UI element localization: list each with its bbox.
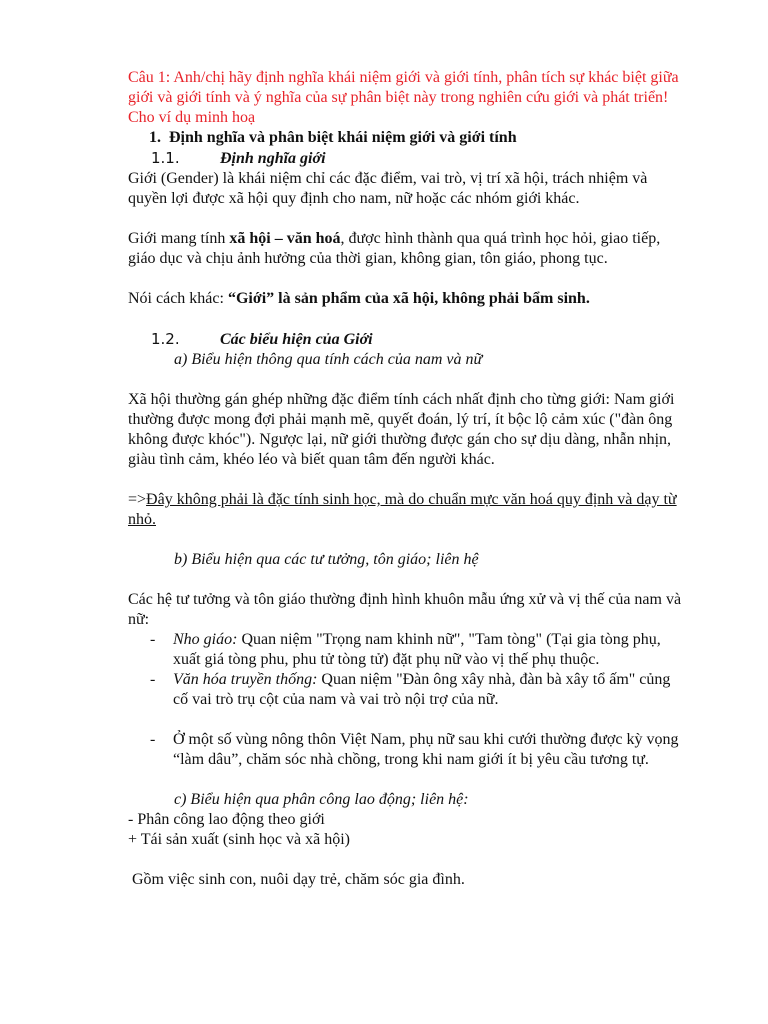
bullet-text: Quan niệm "Trọng nam khinh nữ", "Tam tòng" (Tại gia tòng phụ, xuất giá tòng phu, phu tử tòng tử) đặt phụ nữ vào vị thế phụ thuộc.	[173, 631, 661, 668]
bullet-label: Nho giáo:	[173, 631, 238, 648]
paragraph-in-other-words-before: Nói cách khác:	[128, 290, 228, 307]
paragraph-in-other-words	[128, 289, 688, 309]
question-text: Câu 1: Anh/chị hãy định nghĩa khái niệm giới và giới tính, phân tích sự khác biệt giữa giới và giới tính và ý nghĩa của sự phân biệt này trong nghiên cứu giới và phát triển! Cho ví dụ minh hoạ	[128, 69, 679, 126]
bullet-text: Quan niệm "Đàn ông xây nhà, đàn bà xây tổ ấm" củng cố vai trò trụ cột của nam và vai trò nội trợ của nữ.	[173, 671, 671, 708]
line-reproduction: + Tái sản xuất (sinh học và xã hội)	[128, 831, 351, 848]
subheading-c: c) Biểu hiện qua phân công lao động; liên hệ:	[174, 791, 469, 808]
paragraph-includes: Gồm việc sinh con, nuôi dạy trẻ, chăm sóc gia đình.	[132, 871, 465, 888]
bullet-mark: -	[150, 731, 156, 748]
bullet-list	[128, 630, 688, 770]
bullet-mark: -	[150, 631, 156, 648]
document-page	[128, 68, 688, 890]
paragraph-definition: Giới (Gender) là khái niệm chỉ các đặc điểm, vai trò, vị trí xã hội, trách nhiệm và quyền lợi được xã hội quy định cho nam, nữ hoặc các nhóm giới khác.	[128, 170, 648, 207]
paragraph-social-cultural-after: , được hình thành qua quá trình học hỏi, giao tiếp, giáo dục và chịu ảnh hưởng của thời gian, không gian, tôn giáo, phong tục.	[128, 230, 661, 267]
paragraph-social-cultural-bold: xã hội – văn hoá	[229, 230, 341, 247]
list-item	[128, 630, 688, 670]
list-item	[128, 730, 688, 770]
section-1-2-title: Các biểu hiện của Giới	[220, 331, 373, 348]
section-1-2-number: 1.2.	[151, 330, 180, 348]
subheading-b: b) Biểu hiện qua các tư tưởng, tôn giáo; liên hệ	[174, 551, 479, 568]
bullet-label: Văn hóa truyền thống:	[173, 671, 318, 688]
line-division-of-labor: - Phân công lao động theo giới	[128, 811, 325, 828]
section-1-1-number: 1.1.	[151, 149, 180, 167]
bullet-mark: -	[150, 671, 156, 688]
paragraph-in-other-words-bold: “Giới” là sản phẩm của xã hội, không phải bẩm sinh.	[227, 290, 590, 307]
section-1-2-heading	[128, 329, 688, 350]
paragraph-personality: Xã hội thường gán ghép những đặc điểm tính cách nhất định cho từng giới: Nam giới thường được mong đợi phải mạnh mẽ, quyết đoán, lý trí, ít bộc lộ cảm xúc ("đàn ông không được khóc"). Ngược lại, nữ giới thường được gán cho sự dịu dàng, nhẫn nhịn, giàu tình cảm, khéo léo và biết quan tâm đến người khác.	[128, 391, 675, 468]
section-1-title: Định nghĩa và phân biệt khái niệm giới và giới tính	[169, 129, 517, 146]
paragraph-conclusion	[128, 490, 688, 530]
paragraph-conclusion-underlined: Đây không phải là đặc tính sinh học, mà do chuẩn mực văn hoá quy định và dạy từ nhỏ.	[128, 491, 677, 528]
section-1-number: 1.	[149, 129, 161, 146]
paragraph-ideologies: Các hệ tư tưởng và tôn giáo thường định hình khuôn mẫu ứng xử và vị thế của nam và nữ:	[128, 591, 682, 628]
section-1-1-heading	[128, 148, 688, 169]
paragraph-conclusion-prefix: =>	[128, 491, 147, 508]
list-item	[128, 670, 688, 710]
section-1-heading	[128, 128, 688, 148]
section-1-1-title: Định nghĩa giới	[220, 150, 326, 167]
paragraph-social-cultural-before: Giới mang tính	[128, 230, 230, 247]
paragraph-social-cultural	[128, 229, 688, 269]
bullet-text: Ở một số vùng nông thôn Việt Nam, phụ nữ sau khi cưới thường được kỳ vọng “làm dâu”, chăm sóc nhà chồng, trong khi nam giới ít bị yêu cầu tương tự.	[173, 731, 679, 768]
subheading-a: a) Biểu hiện thông qua tính cách của nam và nữ	[174, 351, 483, 368]
